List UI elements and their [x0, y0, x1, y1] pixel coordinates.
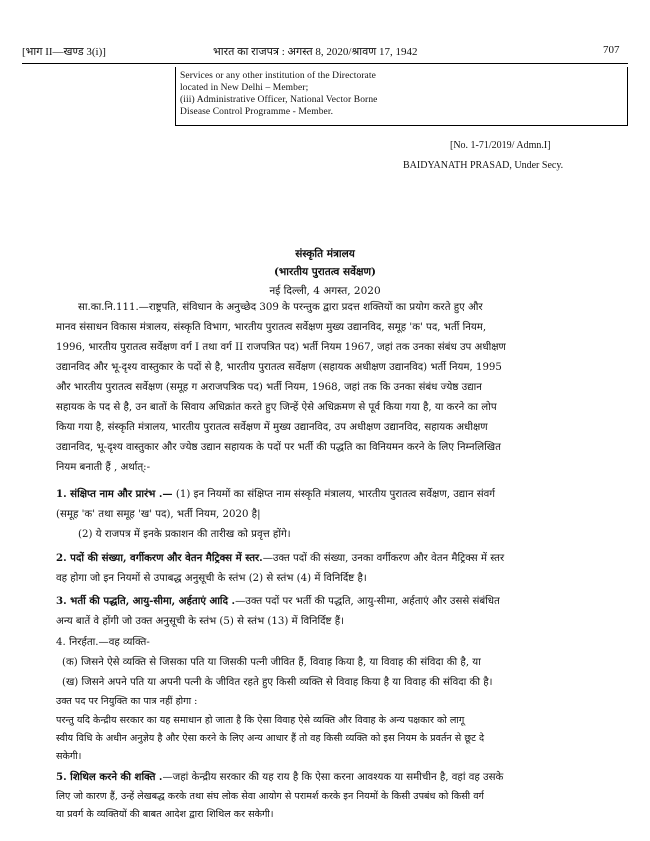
rule-3 [56, 592, 500, 612]
table-line: Services or any other institution of the Directorate [180, 71, 376, 81]
proviso-line: सकेगी। [56, 751, 82, 762]
rule-5 [56, 768, 503, 788]
rule-3-heading: 3. भर्ती की पद्धति, आयु-सीमा, अर्हताएं आदि . [56, 595, 236, 607]
place-date: नई दिल्ली, 4 अगस्त, 2020 [269, 285, 381, 297]
rule-4 [56, 633, 150, 653]
rule-4-text: —वह व्यक्ति- [98, 637, 150, 648]
proviso-line: परन्तु यदि केन्द्रीय सरकार का यह समाधान हो जाता है कि ऐसा विवाह ऐसे व्यक्ति और विवाह के अन्य पक्षकार को लागू [56, 715, 465, 726]
table-line: located in New Delhi – Member; [180, 83, 309, 93]
rule-5-continuation: या प्रवर्ग के व्यक्तियों की बाबत आदेश द्वारा शिथिल कर सकेगी। [56, 809, 274, 820]
department-title: (भारतीय पुरातत्व सर्वेक्षण) [273, 266, 377, 278]
rule-3-text: —उक्त पदों पर भर्ती की पद्धति, आयु-सीमा, अर्हताएं और उससे संबंधित [235, 596, 500, 607]
rule-5-text: —जहां केन्द्रीय सरकार की यह राय है कि ऐसा करना आवश्यक या समीचीन है, वहां वह उसके [162, 772, 504, 783]
rule-1-heading: 1. संक्षिप्त नाम और प्रारंभ .— [56, 488, 173, 500]
file-reference: [No. 1-71/2019/ Admn.I] [450, 140, 551, 151]
rule-2 [56, 549, 504, 569]
rule-1-sub-2: (2) ये राजपत्र में इनके प्रकाशन की तारीख को प्रवृत्त होंगे। [78, 529, 291, 540]
rule-5-continuation: लिए जो कारण हैं, उन्हें लेखबद्ध करके तथा संघ लोक सेवा आयोग से परामर्श करके इन नियमों के किसी उपबंध को किसी वर्ग [56, 791, 484, 802]
table-line: (iii) Administrative Officer, National Vector Borne [180, 95, 378, 105]
table-line: Disease Control Programme - Member. [180, 107, 334, 117]
intro-line: 1996, भारतीय पुरातत्व सर्वेक्षण वर्ग I तथा वर्ग II राजपत्रित पद) भर्ती नियम 1967, जहां तक उनका संबंध उप अधीक्षण [56, 342, 506, 353]
proviso-line: स्वीय विधि के अधीन अनुज्ञेय है और ऐसा करने के लिए अन्य आधार हैं तो वह किसी व्यक्ति को इस नियम के प्रवर्तन से छूट दे [56, 733, 485, 744]
rule-4-heading: 4. निरर्हता. [56, 637, 99, 648]
rule-3-continuation: अन्य बातें वे होंगी जो उक्त अनुसूची के स्तंभ (5) से स्तंभ (13) में विनिर्दिष्ट हैं। [56, 616, 344, 627]
rule-1-continuation: (समूह 'क' तथा समूह 'ख' पद), भर्ती नियम, 2020 है| [56, 509, 261, 520]
intro-line: और भारतीय पुरातत्व सर्वेक्षण (समूह ग अराजपत्रिक पद) भर्ती नियम, 1968, जहां तक कि उनका संबंध ज्येष्ठ उद्यान [56, 382, 482, 393]
page-number: 707 [603, 44, 620, 56]
rule-2-continuation: वह होगा जो इन नियमों से उपाबद्ध अनुसूची के स्तंभ (2) से स्तंभ (4) में विनिर्दिष्ट है। [56, 573, 367, 584]
header-part: [भाग II—खण्ड 3(i)] [22, 46, 106, 58]
intro-line: मानव संसाधन विकास मंत्रालय, संस्कृति विभाग, भारतीय पुरातत्व सर्वेक्षण मुख्य उद्यानविद, समूह 'क' पद, भर्ती नियम, [56, 322, 487, 333]
ministry-title: संस्कृति मंत्रालय [295, 248, 355, 260]
signatory: BAIDYANATH PRASAD, Under Secy. [403, 160, 564, 171]
header-rule [22, 63, 628, 64]
intro-line: नियम बनाती हैं , अर्थात्:- [56, 462, 151, 473]
intro-line: सहायक के पद से है, उन बातों के सिवाय अधिक्रांत करते हुए जिन्हें ऐसे अधिक्रमण से पूर्व किया गया है, या करने का लोप [56, 402, 497, 413]
rule-2-text: —उक्त पदों की संख्या, उनका वर्गीकरण और वेतन मैट्रिक्स में स्तर [262, 553, 505, 564]
rule-1-text: (1) इन नियमों का संक्षिप्त नाम संस्कृति मंत्रालय, भारतीय पुरातत्व सर्वेक्षण, उद्यान संवर्ग [172, 489, 496, 500]
intro-line: सा.का.नि.111.—राष्ट्रपति, संविधान के अनुच्छेद 309 के परन्तुक द्वारा प्रदत्त शक्तियों का प्रयोग करते हुए और [78, 302, 483, 313]
intro-line: उद्यानविद, भू-दृश्य वास्तुकार और ज्येष्ठ उद्यान सहायक के पदों पर भर्ती की पद्धति का विनियमन करने के लिए निम्नलिखित [56, 442, 501, 453]
rule-4-clause-a: (क) जिसने ऐसे व्यक्ति से जिसका पति या जिसकी पत्नी जीवित हैं, विवाह किया है, या विवाह की संविदा की है, या [62, 657, 481, 668]
rule-5-heading: 5. शिथिल करने की शक्ति . [56, 771, 163, 783]
header-gazette-title: भारत का राजपत्र : अगस्त 8, 2020/श्रावण 17, 1942 [213, 46, 418, 58]
rule-4-clause-b: (ख) जिसने अपने पति या अपनी पत्नी के जीवित रहते हुए किसी व्यक्ति से विवाह किया है या विवाह की संविदा की है। [62, 677, 493, 688]
rule-1 [56, 485, 495, 505]
intro-line: किया गया है, संस्कृति मंत्रालय, भारतीय पुरातत्व सर्वेक्षण में मुख्य उद्यानविद, उप अधीक्षण उद्यानविद, सहायक अधीक्षण [56, 422, 488, 433]
rule-2-heading: 2. पदों की संख्या, वर्गीकरण और वेतन मैट्रिक्स में स्तर. [56, 552, 263, 564]
intro-line: उद्यानविद और भू-दृश्य वास्तुकार के पदों से है, भारतीय पुरातत्व सर्वेक्षण (सहायक अधीक्षण उद्यानविद) भर्ती नियम, 1995 [56, 362, 502, 373]
rule-4-ineligible: उक्त पद पर नियुक्ति का पात्र नहीं होगा : [56, 696, 198, 707]
